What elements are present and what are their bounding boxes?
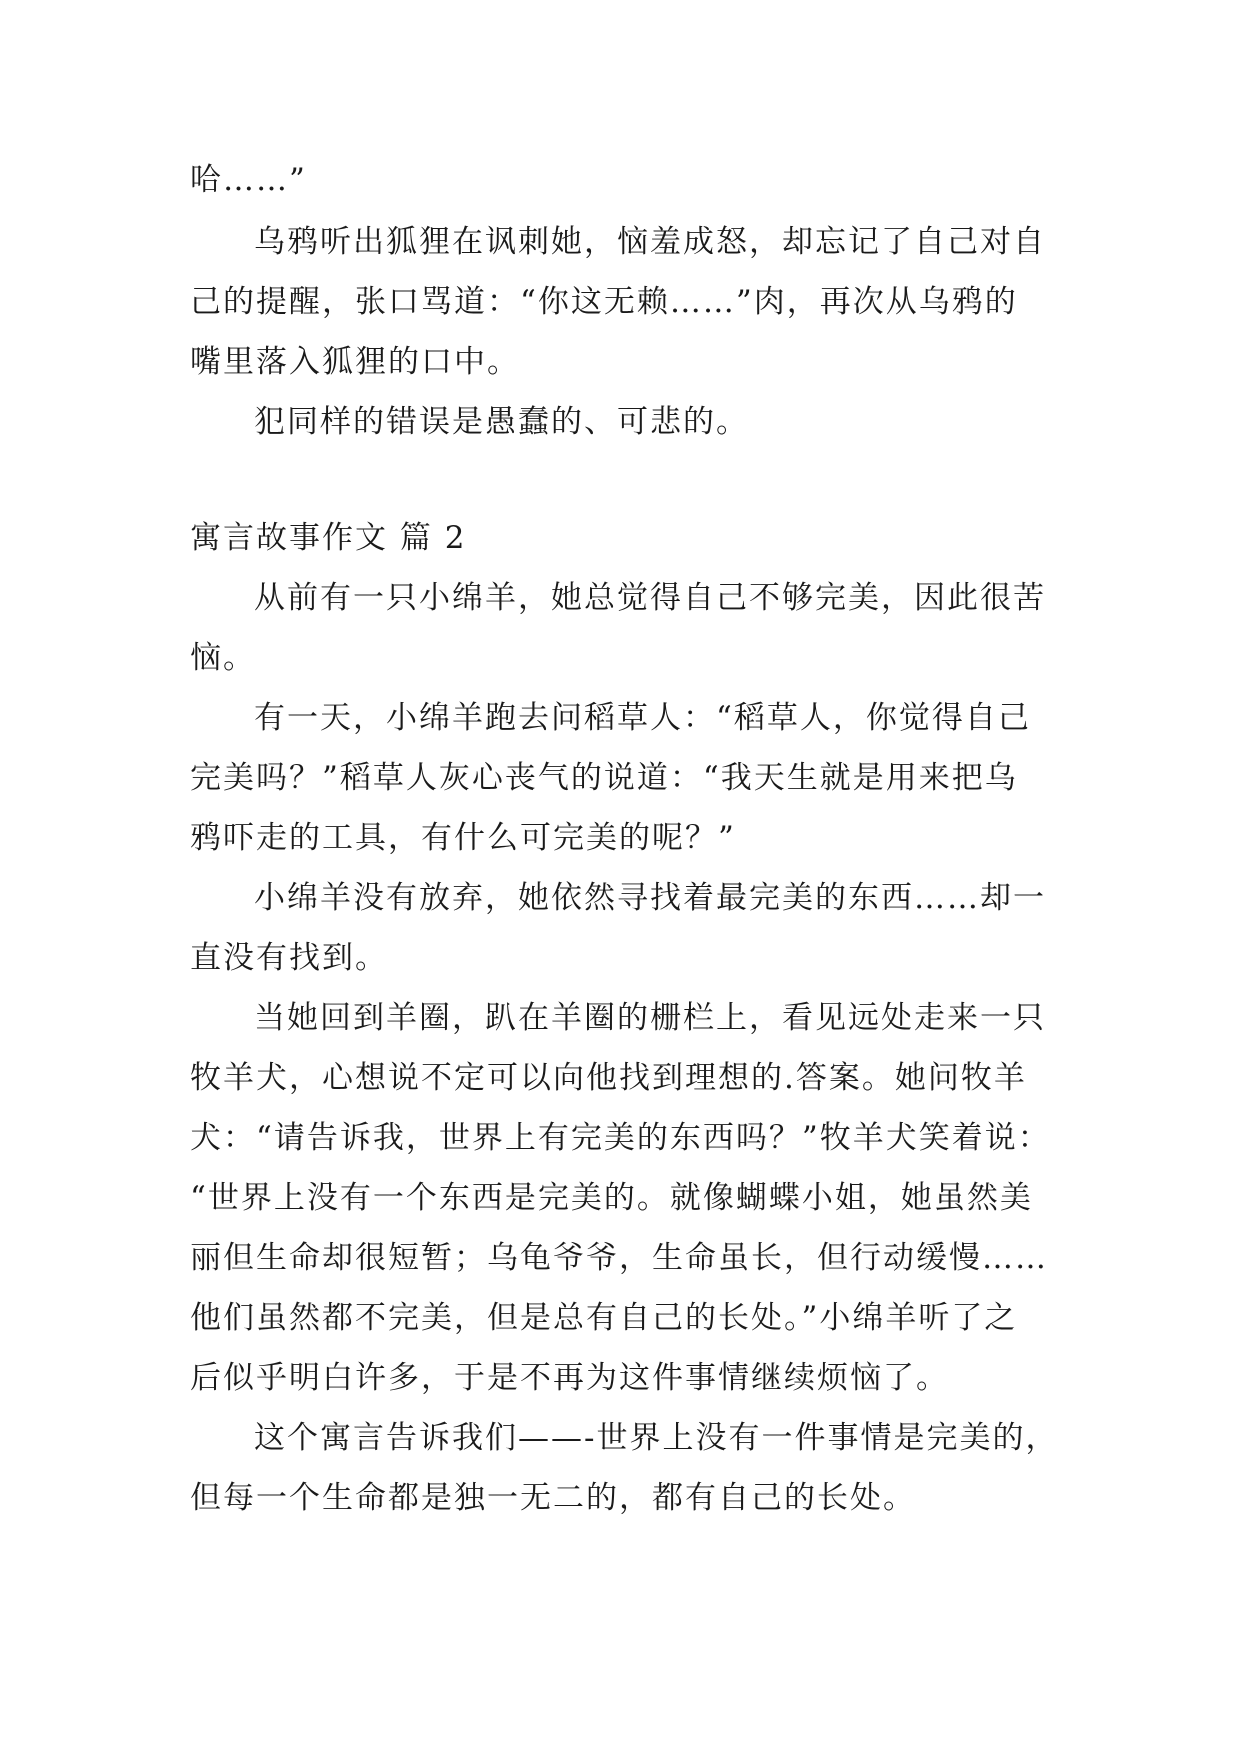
- text-line: 嘴里落入狐狸的口中。: [190, 344, 520, 380]
- text-line: 有一天，小绵羊跑去问稻草人：“稻草人，你觉得自己: [254, 700, 1031, 736]
- text-line: 犯同样的错误是愚蠢的、可悲的。: [254, 404, 749, 440]
- text-line: 完美吗？”稻草人灰心丧气的说道：“我天生就是用来把乌: [190, 760, 1018, 796]
- text-line: 这个寓言告诉我们——-世界上没有一件事情是完美的，: [254, 1420, 1059, 1456]
- text-line: 直没有找到。: [190, 940, 388, 976]
- text-line: 犬：“请告诉我，世界上有完美的东西吗？”牧羊犬笑着说：: [190, 1120, 1051, 1156]
- text-line: 己的提醒，张口骂道：“你这无赖……”肉，再次从乌鸦的: [190, 284, 1018, 320]
- text-line: 小绵羊没有放弃，她依然寻找着最完美的东西……却一: [254, 880, 1046, 916]
- text-line: 从前有一只小绵羊，她总觉得自己不够完美，因此很苦: [254, 580, 1046, 616]
- text-line: 但每一个生命都是独一无二的，都有自己的长处。: [190, 1480, 916, 1516]
- text-line: 乌鸦听出狐狸在讽刺她，恼羞成怒，却忘记了自己对自: [254, 224, 1046, 260]
- text-line: 鸦吓走的工具，有什么可完美的呢？”: [190, 820, 736, 856]
- text-line: 哈……”: [190, 162, 307, 198]
- text-line: 当她回到羊圈，趴在羊圈的栅栏上，看见远处走来一只: [254, 1000, 1046, 1036]
- text-line: “世界上没有一个东西是完美的。就像蝴蝶小姐，她虽然美: [190, 1180, 1033, 1216]
- text-line: 他们虽然都不完美，但是总有自己的长处。”小绵羊听了之: [190, 1300, 1018, 1336]
- section-heading: 寓言故事作文 篇 2: [190, 520, 467, 556]
- text-line: 恼。: [190, 640, 256, 676]
- text-line: 后似乎明白许多，于是不再为这件事情继续烦恼了。: [190, 1360, 949, 1396]
- text-line: 丽但生命却很短暂；乌龟爷爷，生命虽长，但行动缓慢……: [190, 1240, 1048, 1276]
- text-line: 牧羊犬，心想说不定可以向他找到理想的.答案。她问牧羊: [190, 1060, 1027, 1096]
